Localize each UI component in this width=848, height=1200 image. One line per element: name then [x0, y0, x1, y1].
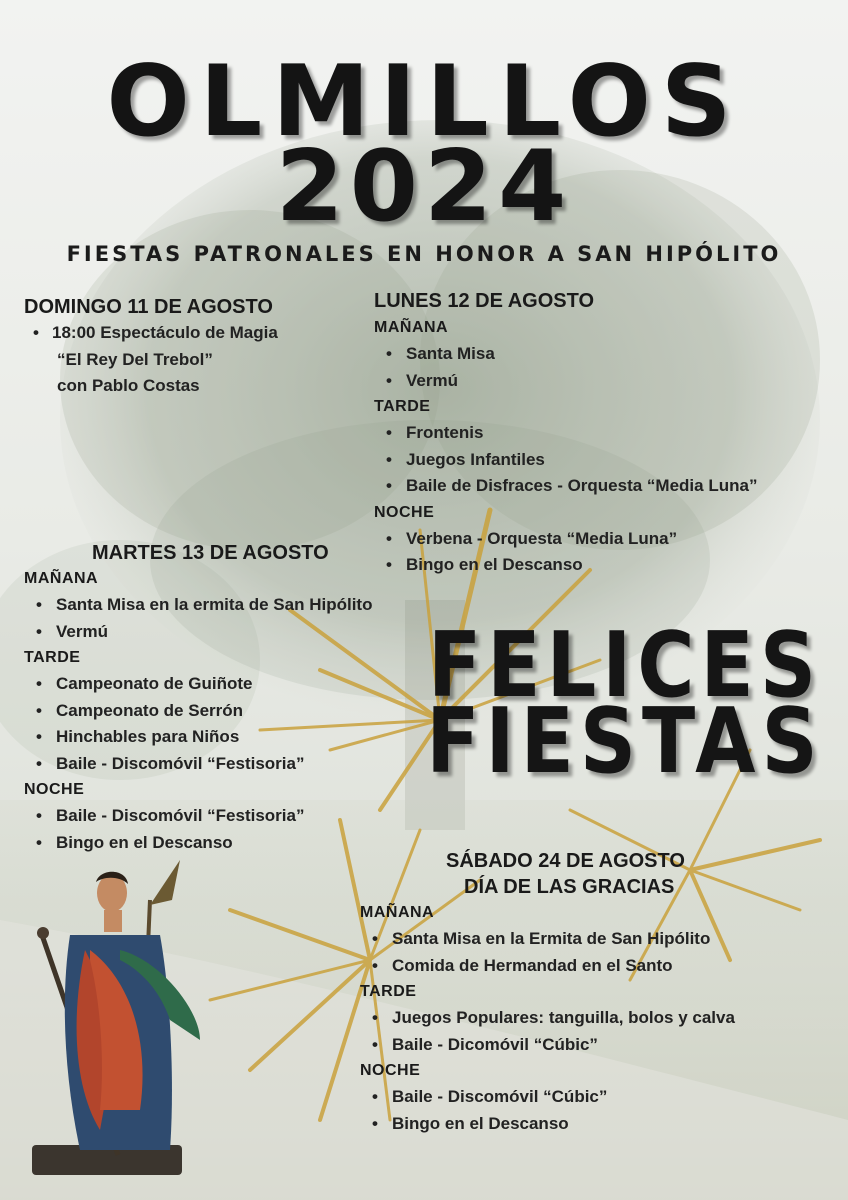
event-list	[360, 1005, 735, 1058]
event-item: • Vermú	[24, 619, 372, 646]
event-item: • Verbena - Orquesta “Media Luna”	[374, 526, 757, 553]
period-label: TARDE	[374, 398, 431, 415]
event-item: • Comida de Hermandad en el Santo	[360, 953, 735, 980]
day-saturday	[360, 848, 735, 1137]
day-heading: MARTES 13 DE AGOSTO	[92, 542, 329, 564]
event-list	[24, 671, 372, 777]
event-list	[24, 320, 278, 347]
event-item: • Bingo en el Descanso	[374, 552, 757, 579]
event-item: • Santa Misa en la ermita de San Hipólito	[24, 592, 372, 619]
day-heading: LUNES 12 DE AGOSTO	[374, 290, 595, 312]
day-monday	[374, 288, 757, 579]
event-detail: con Pablo Costas	[57, 376, 200, 395]
poster-title: OLMILLOS	[106, 45, 742, 159]
event-item: • Juegos Infantiles	[374, 447, 757, 474]
day-heading: DOMINGO 11 DE AGOSTO	[24, 296, 273, 318]
day-heading: SÁBADO 24 DE AGOSTO	[446, 850, 685, 872]
day-tuesday	[24, 540, 372, 856]
event-list	[374, 341, 757, 394]
event-item: • Campeonato de Guiñote	[24, 671, 372, 698]
event-item: • Bingo en el Descanso	[360, 1111, 735, 1138]
period-label: NOCHE	[360, 1062, 421, 1079]
event-item: • Baile - Discomóvil “Festisoria”	[24, 751, 372, 778]
event-list	[360, 1084, 735, 1137]
event-list	[24, 803, 372, 856]
event-item: • Bingo en el Descanso	[24, 830, 372, 857]
day-sunday	[24, 294, 278, 400]
event-item: • Baile - Discomóvil “Festisoria”	[24, 803, 372, 830]
greeting-text	[410, 614, 840, 794]
event-item: • Baile - Discomóvil “Cúbic”	[360, 1084, 735, 1111]
greeting-line: FELICES	[428, 614, 822, 718]
event-item: • Juegos Populares: tanguilla, bolos y calva	[360, 1005, 735, 1032]
event-item: • Baile de Disfraces - Orquesta “Media Luna”	[374, 473, 757, 500]
poster-year: 2024	[275, 130, 573, 244]
period-label: MAÑANA	[360, 904, 435, 921]
event-list	[24, 592, 372, 645]
period-label: MAÑANA	[374, 319, 449, 336]
event-list	[374, 420, 757, 500]
event-item: • 18:00 Espectáculo de Magia	[24, 320, 278, 347]
period-label: TARDE	[24, 649, 81, 666]
event-detail: “El Rey Del Trebol”	[57, 349, 213, 369]
event-item: • Hinchables para Niños	[24, 724, 372, 751]
event-list	[374, 526, 757, 579]
period-label: NOCHE	[24, 781, 85, 798]
period-label: MAÑANA	[24, 570, 99, 587]
event-item: • Santa Misa en la Ermita de San Hipólito	[360, 926, 735, 953]
period-label: TARDE	[360, 983, 417, 1000]
event-item: • Vermú	[374, 368, 757, 395]
event-list	[360, 926, 735, 979]
day-subheading: DÍA DE LAS GRACIAS	[464, 876, 675, 898]
event-item: • Frontenis	[374, 420, 757, 447]
event-item: • Baile - Dicomóvil “Cúbic”	[360, 1032, 735, 1059]
event-item: • Campeonato de Serrón	[24, 698, 372, 725]
event-item: • Santa Misa	[374, 341, 757, 368]
poster-subtitle: FIESTAS PATRONALES EN HONOR A SAN HIPÓLITO	[66, 242, 782, 266]
greeting-line: FIESTAS	[426, 690, 824, 794]
period-label: NOCHE	[374, 503, 435, 521]
